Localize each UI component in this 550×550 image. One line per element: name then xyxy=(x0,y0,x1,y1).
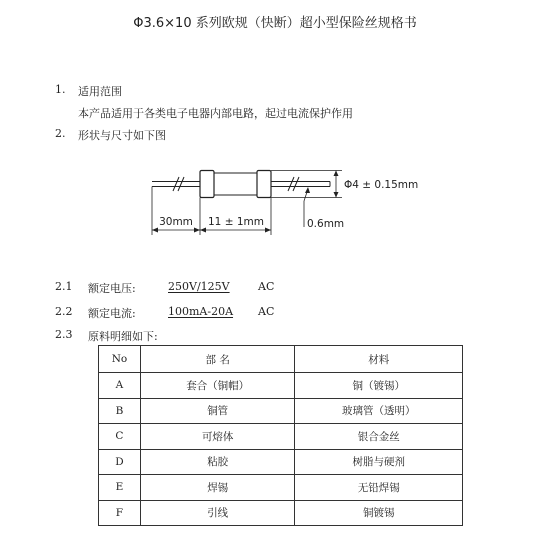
lead-length-label: 30mm xyxy=(159,216,193,228)
header-material: 材料 xyxy=(295,346,463,373)
rating-current-value: 100mA-20A xyxy=(168,305,234,318)
row-part: 套合（铜帽） xyxy=(140,373,295,399)
row-part: 可熔体 xyxy=(140,424,295,450)
rating-voltage-unit: AC xyxy=(258,280,275,293)
fuse-body xyxy=(200,171,271,198)
table-row xyxy=(99,475,463,501)
lead-length-dimension xyxy=(152,228,200,233)
end-cap-left xyxy=(200,171,214,198)
break-mark-right xyxy=(288,177,299,191)
materials-heading: 原料明细如下: xyxy=(88,330,158,343)
table-row xyxy=(99,500,463,526)
table-row xyxy=(99,398,463,424)
row-material: 玻璃管（透明） xyxy=(295,398,463,424)
lead-wire-right xyxy=(271,182,330,187)
row-no: C xyxy=(99,424,141,450)
section-1-number: 1. xyxy=(55,83,66,96)
rating-voltage-label: 额定电压: xyxy=(88,282,136,295)
table-row xyxy=(99,449,463,475)
row-no: A xyxy=(99,373,141,399)
section-2-heading: 形状与尺寸如下图 xyxy=(78,129,166,142)
row-material: 铜（镀锡） xyxy=(295,373,463,399)
table-header-row xyxy=(99,346,463,373)
table-row xyxy=(99,424,463,450)
materials-table xyxy=(98,345,463,526)
table-row xyxy=(99,373,463,399)
header-no: No xyxy=(99,346,141,373)
wire-diameter-label: 0.6mm xyxy=(307,218,345,230)
diameter-label: Φ4 ± 0.15mm xyxy=(344,179,419,191)
rating-current-unit: AC xyxy=(258,305,275,318)
rating-voltage-number: 2.1 xyxy=(55,280,73,293)
break-mark-left xyxy=(173,177,184,191)
document-title: Φ3.6×10 系列欧规（快断）超小型保险丝规格书 xyxy=(133,16,417,31)
end-cap-right xyxy=(257,171,271,198)
body-length-label: 11 ± 1mm xyxy=(208,216,264,228)
row-no: D xyxy=(99,449,141,475)
rating-voltage-value: 250V/125V xyxy=(168,280,230,293)
section-2-number: 2. xyxy=(55,127,66,140)
row-part: 铜管 xyxy=(140,398,295,424)
row-material: 树脂与硬剂 xyxy=(295,449,463,475)
row-material: 银合金丝 xyxy=(295,424,463,450)
section-1-text: 本产品适用于各类电子电器内部电路，起过电流保护作用 xyxy=(78,107,353,120)
fuse-dimension-drawing xyxy=(0,155,550,245)
row-no: B xyxy=(99,398,141,424)
row-material: 无铅焊锡 xyxy=(295,475,463,501)
rating-current-label: 额定电流: xyxy=(88,307,136,320)
row-part: 粘胶 xyxy=(140,449,295,475)
rating-current-number: 2.2 xyxy=(55,305,73,318)
row-part: 焊锡 xyxy=(140,475,295,501)
row-part: 引线 xyxy=(140,500,295,526)
body-length-dimension xyxy=(200,228,271,233)
row-no: F xyxy=(99,500,141,526)
row-material: 铜镀锡 xyxy=(295,500,463,526)
materials-number: 2.3 xyxy=(55,328,73,341)
header-part-name: 部 名 xyxy=(140,346,295,373)
row-no: E xyxy=(99,475,141,501)
section-1-heading: 适用范围 xyxy=(78,85,122,98)
